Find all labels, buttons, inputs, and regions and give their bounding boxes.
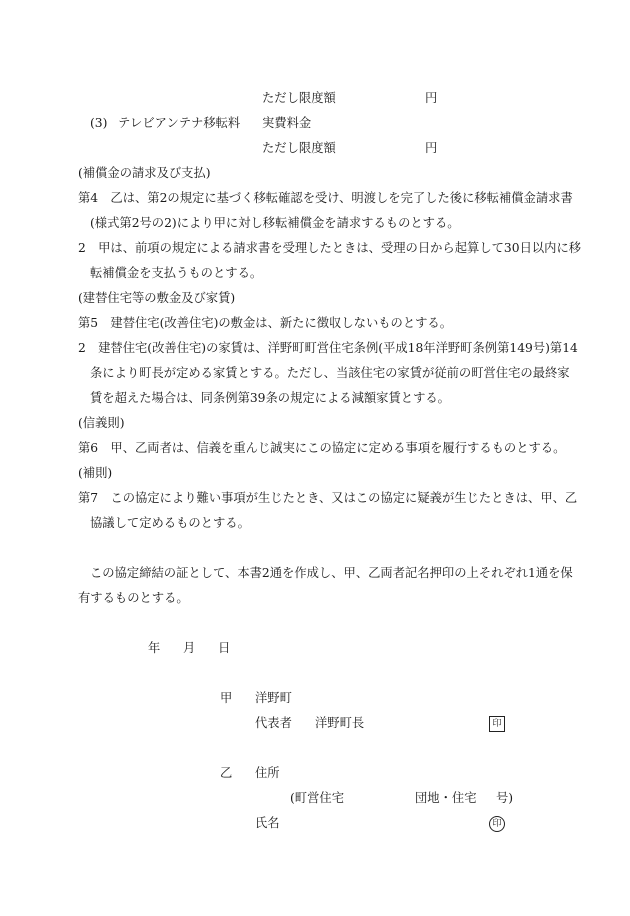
- party-b-housing-mid: 団地・住宅: [415, 791, 477, 805]
- yen-unit-2: 円: [425, 141, 438, 155]
- article-6-line-1: 第6 甲、乙両者は、信義を重んじ誠実にこの協定に定める事項を履行するものとする。: [78, 441, 566, 455]
- article-7-line-2: 協議して定めるものとする。: [90, 516, 250, 530]
- party-b-name-label: 氏名: [255, 816, 280, 830]
- article-4-para-2-line-1: 2 甲は、前項の規定による請求書を受理したときは、受理の日から起算して30日以内に移: [78, 241, 582, 255]
- article-5-para-2-line-2: 条により町長が定める家賃とする。ただし、当該住宅の家賃が従前の町営住宅の最終家: [90, 366, 570, 380]
- article-5-para-2-line-1: 2 建替住宅(改善住宅)の家賃は、洋野町町営住宅条例(平成18年洋野町条例第149号)第14: [78, 341, 578, 355]
- party-b-housing-open: (町営住宅: [290, 791, 344, 805]
- article-5-line-1: 第5 建替住宅(改善住宅)の敷金は、新たに徴収しないものとする。: [78, 316, 453, 330]
- date-month: 月: [183, 641, 196, 655]
- closing-line-2: 有するものとする。: [78, 591, 189, 605]
- party-b-address-label: 住所: [255, 766, 280, 780]
- article-4-para-2-line-2: 転補償金を支払うものとする。: [90, 266, 263, 280]
- article-7-line-1: 第7 この協定により難い事項が生じたとき、又はこの協定に疑義が生じたときは、甲、乙: [78, 491, 578, 505]
- party-a-label: 甲: [220, 691, 233, 705]
- item3-number: (3): [90, 116, 108, 130]
- heading-deposit-rent: (建替住宅等の敷金及び家賃): [78, 291, 236, 305]
- heading-supplementary: (補則): [78, 466, 113, 480]
- party-b-label: 乙: [220, 766, 233, 780]
- limit-label-1: ただし限度額: [262, 91, 336, 105]
- article-4-line-2: (様式第2号の2)により甲に対し移転補償金を請求するものとする。: [90, 216, 460, 230]
- article-4-line-1: 第4 乙は、第2の規定に基づく移転確認を受け、明渡しを完了した後に移転補償金請求書: [78, 191, 573, 205]
- closing-line-1: この協定締結の証として、本書2通を作成し、甲、乙両者記名押印の上それぞれ1通を保: [90, 566, 573, 580]
- heading-compensation: (補償金の請求及び支払): [78, 166, 211, 180]
- party-a-name: 洋野町: [255, 691, 292, 705]
- limit-label-2: ただし限度額: [262, 141, 336, 155]
- party-b-housing-close: 号): [496, 791, 514, 805]
- date-year: 年: [148, 641, 161, 655]
- article-5-para-2-line-3: 賃を超えた場合は、同条例第39条の規定による減額家賃とする。: [90, 391, 450, 405]
- party-a-seal-mark: 印: [489, 716, 505, 732]
- party-a-rep-name: 洋野町長: [315, 716, 365, 730]
- party-b-seal-mark: 印: [489, 816, 505, 832]
- yen-unit-1: 円: [425, 91, 438, 105]
- date-day: 日: [218, 641, 231, 655]
- heading-good-faith: (信義則): [78, 416, 125, 430]
- item3-value: 実費料金: [262, 116, 312, 130]
- item3-name: テレビアンテナ移転料: [118, 116, 241, 130]
- party-a-rep-label: 代表者: [255, 716, 292, 730]
